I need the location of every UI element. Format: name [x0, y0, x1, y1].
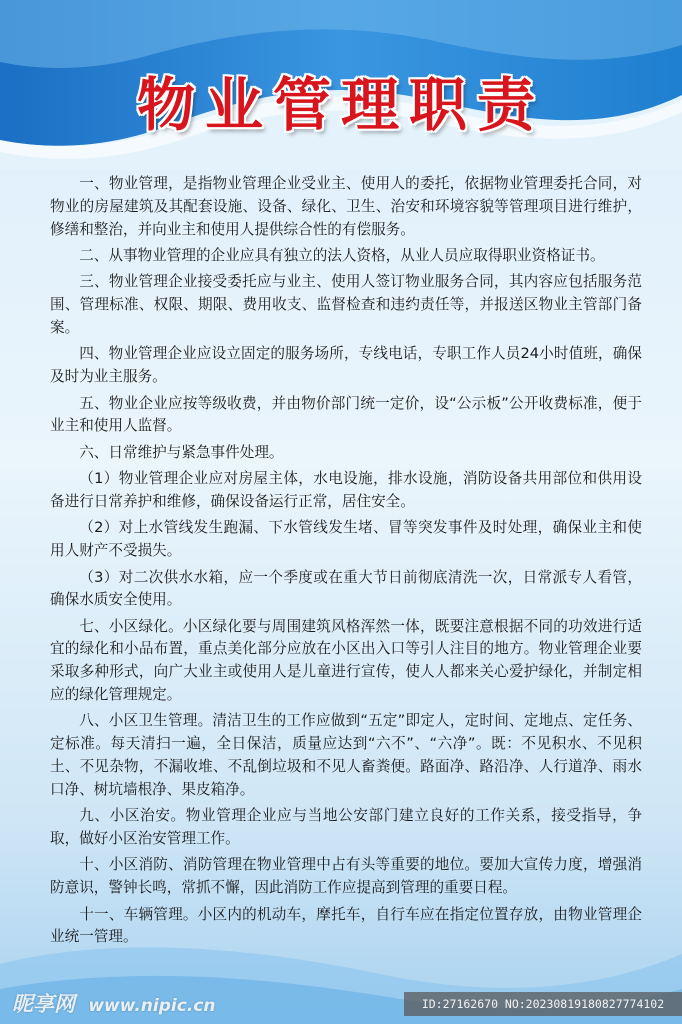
paragraph-8: 八、小区卫生管理。清洁卫生的工作应做到“五定”即定人，定时间、定地点、定任务、定标准。每天清扫一遍，全日保洁，质量应达到“六不”、“六净”。既：不见积水、不见积土、不见杂物，不漏收堆、不乱倒垃圾和不见人畜粪便。路面净、路沿净、人行道净、雨水口净、树坑墙根净、果皮箱净。: [50, 712, 642, 798]
watermark-logo: [12, 988, 215, 1018]
paragraph-1: 一、物业管理，是指物业管理企业受业主、使用人的委托，依据物业管理委托合同，对物业的房屋建筑及其配套设施、设备、绿化、卫生、治安和环境容貌等管理项目进行维护，修缮和整治，并向业主和使用人提供综合性的有偿服务。: [50, 175, 642, 238]
paragraph-10: 十、小区消防、消防管理在物业管理中占有头等重要的地位。要加大宣传力度，增强消防意识，警钟长鸣，常抓不懈，因此消防工作应提高到管理的重要日程。: [50, 856, 642, 897]
paragraph-6-2: （2）对上水管线发生跑漏、下水管线发生堵、冒等突发事件及时处理，确保业主和使用人财产不受损失。: [50, 519, 642, 560]
watermark-footer: [0, 982, 682, 1024]
document-body: [50, 173, 642, 953]
paragraph-11: 十一、车辆管理。小区内的机动车，摩托车，自行车应在指定位置存放，由物业管理企业统一管理。: [50, 905, 642, 946]
paragraph-9: 九、小区治安。物业管理企业应与当地公安部门建立良好的工作关系，接受指导，争取，做好小区治安管理工作。: [50, 807, 642, 848]
paragraph-3: 三、物业管理企业接受委托应与业主、使用人签订物业服务合同，其内容应包括服务范围、管理标准、权限、期限、费用收支、监督检查和违约责任等，并报送区物业主管部门备案。: [50, 273, 642, 336]
paragraph-6-3: （3）对二次供水水箱，应一个季度或在重大节日前彻底清洗一次，日常派专人看管，确保水质安全使用。: [50, 568, 642, 609]
image-id-strip: ID:27162670 NO:20230819180827774102: [404, 992, 682, 1016]
paragraph-7: 七、小区绿化。小区绿化要与周围建筑风格浑然一体，既要注意根据不同的功效进行适宜的绿化和小品布置，重点美化部分应放在小区出入口等引人注目的地方。物业管理企业要采取多种形式，向广大业主或使用人是儿童进行宣传，使人人都来关心爱护绿化，并制定相应的绿化管理规定。: [50, 617, 642, 704]
paragraph-5: 五、物业企业应按等级收费，并由物价部门统一定价，设“公示板”公开收费标准，便于业主和使用人监督。: [50, 394, 642, 435]
paragraph-2: 二、从事物业管理的企业应具有独立的法人资格，从业人员应取得职业资格证书。: [79, 246, 605, 264]
logo-text: 昵享网: [12, 992, 75, 1016]
paragraph-4: 四、物业管理企业应设立固定的服务场所，专线电话，专职工作人员24小时值班，确保及时为业主服务。: [50, 345, 642, 386]
paragraph-6: 六、日常维护与紧急事件处理。: [79, 443, 284, 461]
site-url: www.nipic.cn: [88, 996, 216, 1016]
page-title: 物业管理职责: [136, 71, 545, 139]
paragraph-6-1: （1）物业管理企业应对房屋主体，水电设施，排水设施，消防设备共用部位和供用设备进行日常养护和维修，确保设备运行正常，居住安全。: [50, 470, 642, 510]
